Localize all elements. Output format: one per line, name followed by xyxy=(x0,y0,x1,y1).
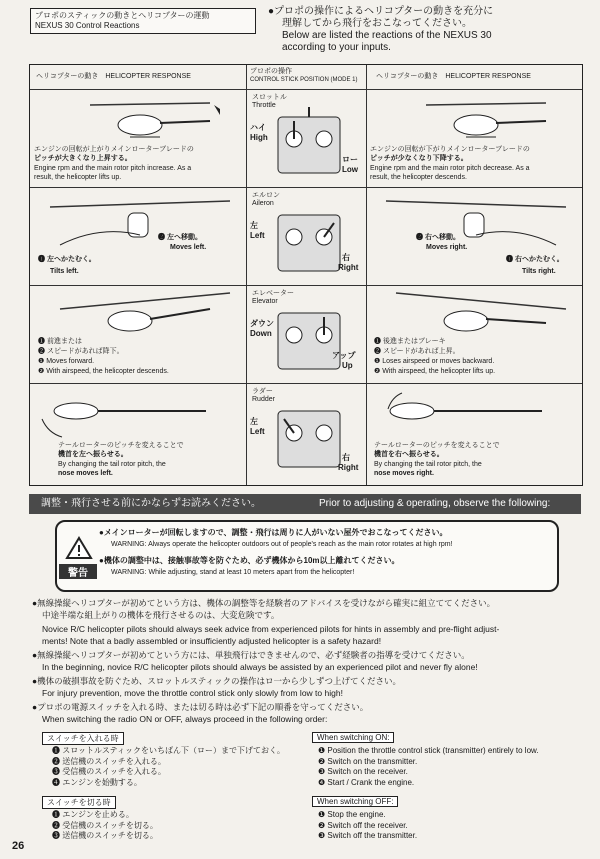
intro-en-1: Below are listed the reactions of the NEXUS 30 xyxy=(282,30,492,41)
helicopter-descend-icon xyxy=(406,95,566,145)
switch-on-title-jp: スイッチを入れる時 xyxy=(42,732,124,745)
note-line: ments! Note that a badly assembled or insufficiently adjusted helicopter is a safety hazard! xyxy=(42,636,382,646)
helicopter-front-icon xyxy=(40,195,240,255)
rudder-right: テールローターのピッチを変えることで 機首を右へ振らせる。 By changing the tail rotor pitch, the nose moves right. xyxy=(366,383,582,485)
transmitter-icon xyxy=(274,303,344,375)
note-line: ●プロポの電源スイッチを入れる時、または切る時は必ず下記の順番を守ってください。 xyxy=(32,702,369,712)
switch-on-title-en: When switching ON: xyxy=(312,732,394,743)
note-line: 中途半端な組上がりの機体を飛行させるのは、大変危険です。 xyxy=(42,610,280,620)
note-line: ●無線操縦ヘリコプターが初めてという方は、機体の調整等を経験者のアドバイスを受けながら確実に組立ててください。 xyxy=(32,598,496,608)
throttle-right: エンジンの回転が下がりメインローターブレードの ピッチが少なくなり下降する。 Engine rpm and the main rotor pitch decrease. As a result, the helicopter descends. xyxy=(366,89,582,188)
helicopter-backward-icon xyxy=(386,289,576,339)
page-number: 26 xyxy=(12,840,25,852)
note-line: In the beginning, novice R/C helicopter pilots should always be assisted by an experienced pilot and never fly alone! xyxy=(42,662,478,672)
header-right: ヘリコプターの動き HELICOPTER RESPONSE xyxy=(366,65,582,90)
helicopter-top-icon xyxy=(36,389,236,439)
intro-jp-1: ●プロポの操作によるヘリコプターの動きを充分に xyxy=(268,6,494,17)
helicopter-forward-icon xyxy=(50,289,240,339)
switch-on-steps-en: ❶ Position the throttle control stick (transmitter) entirely to low. ❷ Switch on the transmitter. ❸ Switch on the receiver. ❹ Start / Crank the engine. xyxy=(318,746,539,787)
warning-triangle-icon xyxy=(65,536,93,560)
rudder-stick: ラダー Rudder 左 Left 右 Right xyxy=(246,383,367,485)
intro-jp-2: 理解してから飛行をおこなってください。 xyxy=(282,18,472,29)
helicopter-hover-icon xyxy=(70,95,220,145)
control-table xyxy=(29,64,583,486)
throttle-left: エンジンの回転が上がりメインローターブレードの ピッチが大きくなり上昇する。 Engine rpm and the main rotor pitch increase. As a result, the helicopter lifts up. xyxy=(30,89,247,188)
intro-en-2: according to your inputs. xyxy=(282,42,391,53)
elevator-left: ❶ 前進または ❷ スピードがあれば降下。 ❶ Moves forward. ❷ With airspeed, the helicopter descends. xyxy=(30,285,247,384)
aileron-left: ❷ 左へ移動。 Moves left. ❶ 左へかたむく。 Tilts left. xyxy=(30,187,247,286)
switch-off-title-en: When switching OFF: xyxy=(312,796,398,807)
title-en: NEXUS 30 Control Reactions xyxy=(35,21,140,30)
title-box xyxy=(30,8,256,34)
header-left: ヘリコプターの動き HELICOPTER RESPONSE xyxy=(30,65,247,90)
intro xyxy=(268,6,588,54)
aileron-stick: エルロン Aileron 左 Left 右 Right xyxy=(246,187,367,286)
title-jp: プロポのスティックの動きとヘリコプターの運動 xyxy=(35,11,210,20)
switch-off-title-jp: スイッチを切る時 xyxy=(42,796,116,809)
warning-label: 警告 xyxy=(59,564,97,579)
header-mid: プロポの操作 CONTROL STICK POSITION (MODE 1) xyxy=(246,65,367,90)
throttle-stick: スロットル Throttle ハイ High ロー Low xyxy=(246,89,367,188)
aileron-right: ❷ 右へ移動。 Moves right. ❶ 右へかたむく。 Tilts right. xyxy=(366,187,582,286)
elevator-right: ❶ 後進またはブレーキ ❷ スピードがあれば上昇。 ❶ Loses airspeed or moves backward. ❷ With airspeed, the helicopter lifts up. xyxy=(366,285,582,384)
note-line: ●機体の破損事故を防ぐため、スロットルスティックの操作はロ一から少しずつ上げてください。 xyxy=(32,676,402,686)
switch-on-steps-jp: ❶ スロットルスティックをいちばん下（ロー）まで下げておく。 ❷ 送信機のスイッチを入れる。 ❸ 受信機のスイッチを入れる。 ❹ エンジンを始動する。 xyxy=(52,746,285,787)
note-line: Novice R/C helicopter pilots should always seek advice from experienced pilots for hints in assembly and pre-flight adjust- xyxy=(42,624,500,634)
transmitter-icon xyxy=(274,205,344,277)
transmitter-icon xyxy=(274,107,344,179)
helicopter-top-icon xyxy=(372,389,572,439)
note-line: For injury prevention, move the throttle control stick only slowly from low to high! xyxy=(42,688,343,698)
notice-band: 調整・飛行させる前にかならずお読みください。 Prior to adjusting & operating, observe the following: xyxy=(29,494,581,514)
switch-off-steps-en: ❶ Stop the engine. ❷ Switch off the receiver. ❸ Switch off the transmitter. xyxy=(318,810,418,840)
transmitter-icon xyxy=(274,401,344,473)
rudder-left: テールローターのピッチを変えることで 機首を左へ振らせる。 By changing the tail rotor pitch, the nose moves left. xyxy=(30,383,247,485)
note-line: When switching the radio ON or OFF, always proceed in the following order: xyxy=(42,714,328,724)
note-line: ●無線操縦ヘリコプターが初めてという方には、単独飛行はできませんので、必ず経験者の指導を受けてください。 xyxy=(32,650,470,660)
elevator-stick: エレベーター Elevator ダウン Down アップ Up xyxy=(246,285,367,384)
helicopter-front-icon xyxy=(376,195,576,255)
warning-box: 警告 ●メインローターが回転しますので、調整・飛行は周りに人がいない屋外でおこなってください。 WARNING: Always operate the helicopter outdoors out of people's reach as the main rotor rotates at high rpm! ●機体の調整中は、接触事故等を防ぐため、必ず機体から10m以上離れてください。 WARNING: While adjusting, stand at least 10 meters apart from the helicopter! xyxy=(55,520,559,592)
switch-off-steps-jp: ❶ エンジンを止める。 ❷ 受信機のスイッチを切る。 ❸ 送信機のスイッチを切る。 xyxy=(52,810,158,840)
